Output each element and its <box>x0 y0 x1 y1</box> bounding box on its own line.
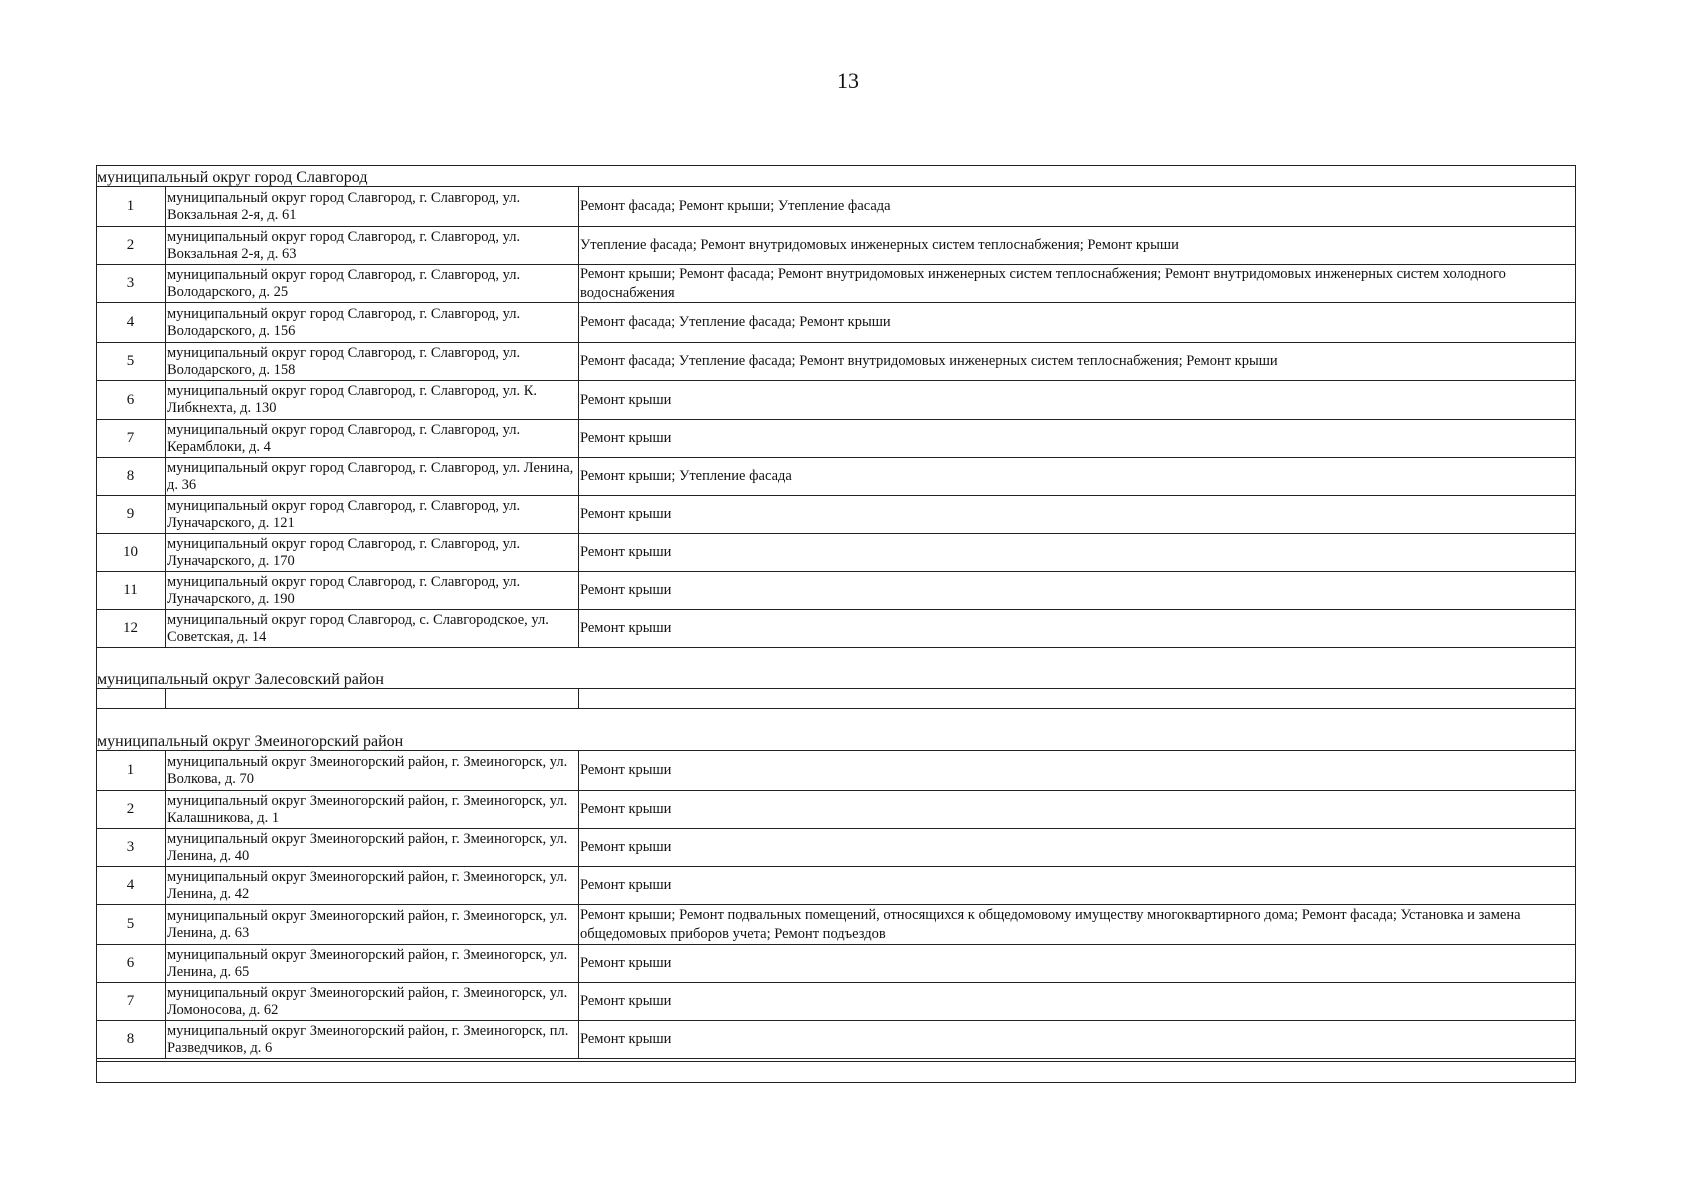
row-number: 9 <box>96 496 166 533</box>
table-row <box>96 420 1576 458</box>
row-number: 3 <box>96 265 166 302</box>
table-row <box>96 265 1576 303</box>
row-address: муниципальный округ город Славгород, г. Славгород, ул. Вокзальная 2-я, д. 61 <box>166 187 579 226</box>
row-works: Ремонт крыши <box>580 877 672 893</box>
row-number: 2 <box>96 227 166 264</box>
table-row <box>96 610 1576 648</box>
section-title-zmeinogorsky: муниципальный округ Змеиногорский район <box>96 734 1576 751</box>
row-works: Ремонт крыши <box>580 839 672 855</box>
row-works: Ремонт крыши <box>580 955 672 971</box>
row-address: муниципальный округ город Славгород, г. Славгород, ул. Володарского, д. 156 <box>166 303 579 342</box>
row-address: муниципальный округ Змеиногорский район, г. Змеиногорск, ул. Ленина, д. 40 <box>166 829 579 866</box>
row-number: 6 <box>96 381 166 419</box>
row-address: муниципальный округ Змеиногорский район, г. Змеиногорск, пл. Разведчиков, д. 6 <box>166 1021 579 1058</box>
row-address: муниципальный округ город Славгород, г. Славгород, ул. Луначарского, д. 190 <box>166 572 579 609</box>
table-row <box>96 751 1576 791</box>
table-row <box>96 303 1576 343</box>
row-address: муниципальный округ Змеиногорский район, г. Змеиногорск, ул. Ленина, д. 65 <box>166 945 579 982</box>
table-row <box>96 534 1576 572</box>
row-address: муниципальный округ Змеиногорский район, г. Змеиногорск, ул. Волкова, д. 70 <box>166 751 579 790</box>
row-number: 4 <box>96 303 166 342</box>
row-number: 10 <box>96 534 166 571</box>
row-address: муниципальный округ город Славгород, г. Славгород, ул. Володарского, д. 25 <box>166 265 579 302</box>
row-number: 6 <box>96 945 166 982</box>
row-works: Ремонт крыши <box>580 391 672 408</box>
row-number: 7 <box>96 420 166 457</box>
table-row <box>96 689 1576 709</box>
table-row <box>96 945 1576 983</box>
row-number: 5 <box>96 905 166 944</box>
row-address: муниципальный округ город Славгород, г. Славгород, ул. Луначарского, д. 170 <box>166 534 579 571</box>
row-works <box>579 689 1576 708</box>
row-number: 4 <box>96 867 166 904</box>
row-works: Ремонт крыши <box>580 993 672 1009</box>
row-number: 11 <box>96 572 166 609</box>
row-works: Ремонт крыши <box>580 430 672 446</box>
row-number: 1 <box>96 187 166 226</box>
row-address: муниципальный округ город Славгород, г. Славгород, ул. К. Либкнехта, д. 130 <box>166 381 579 419</box>
row-address: муниципальный округ Змеиногорский район, г. Змеиногорск, ул. Калашникова, д. 1 <box>166 791 579 828</box>
section-title-zalesovsky: муниципальный округ Залесовский район <box>96 672 1576 689</box>
table-row <box>96 572 1576 610</box>
table-row <box>96 829 1576 867</box>
table-row <box>96 905 1576 945</box>
table-row <box>96 187 1576 227</box>
row-works: Ремонт крыши; Ремонт фасада; Ремонт внутридомовых инженерных систем теплоснабжения; Ремонт внутридомовых инженерных систем холодного водоснабжения <box>580 265 1506 301</box>
table-row <box>96 791 1576 829</box>
table-row <box>96 227 1576 265</box>
row-works: Ремонт крыши <box>580 582 672 598</box>
row-works: Ремонт крыши; Утепление фасада <box>580 468 792 484</box>
row-works: Ремонт фасада; Утепление фасада; Ремонт внутридомовых инженерных систем теплоснабжения; Ремонт крыши <box>580 353 1278 369</box>
row-number: 2 <box>96 791 166 828</box>
row-number: 3 <box>96 829 166 866</box>
row-address: муниципальный округ Змеиногорский район, г. Змеиногорск, ул. Ломоносова, д. 62 <box>166 983 579 1020</box>
row-number: 7 <box>96 983 166 1020</box>
row-address: муниципальный округ город Славгород, г. Славгород, ул. Вокзальная 2-я, д. 63 <box>166 227 579 264</box>
row-works: Ремонт крыши <box>580 801 672 817</box>
row-address: муниципальный округ город Славгород, с. Славгородское, ул. Советская, д. 14 <box>166 610 579 647</box>
row-address: муниципальный округ город Славгород, г. Славгород, ул. Володарского, д. 158 <box>166 343 579 380</box>
table-divider <box>96 1061 1576 1062</box>
section-title-slavgorod: муниципальный округ город Славгород <box>96 170 1576 187</box>
row-number: 8 <box>96 458 166 495</box>
row-number: 8 <box>96 1021 166 1058</box>
table-row <box>96 983 1576 1021</box>
row-works: Ремонт крыши <box>580 620 672 636</box>
row-works: Ремонт крыши; Ремонт подвальных помещений, относящихся к общедомовому имуществу многоквартирного дома; Ремонт фасада; Установка и замена общедомовых приборов учета; Ремонт подъездов <box>580 906 1521 942</box>
table-row <box>96 867 1576 905</box>
row-number: 5 <box>96 343 166 380</box>
row-address: муниципальный округ город Славгород, г. Славгород, ул. Керамблоки, д. 4 <box>166 420 579 457</box>
row-works: Ремонт крыши <box>580 506 672 522</box>
row-works: Ремонт крыши <box>580 1031 672 1047</box>
table-row <box>96 496 1576 534</box>
table-row <box>96 381 1576 420</box>
table-row <box>96 1021 1576 1059</box>
row-works: Ремонт крыши <box>580 762 672 778</box>
table-row <box>96 343 1576 381</box>
row-address: муниципальный округ город Славгород, г. Славгород, ул. Ленина, д. 36 <box>166 458 579 495</box>
row-number: 1 <box>96 751 166 790</box>
row-address <box>166 689 579 708</box>
row-number: 12 <box>96 610 166 647</box>
row-address: муниципальный округ Змеиногорский район, г. Змеиногорск, ул. Ленина, д. 63 <box>166 905 579 944</box>
row-number <box>96 689 166 708</box>
page-number: 13 <box>837 68 859 93</box>
row-works: Ремонт крыши <box>580 544 672 560</box>
row-address: муниципальный округ город Славгород, г. Славгород, ул. Луначарского, д. 121 <box>166 496 579 533</box>
row-works: Ремонт фасада; Ремонт крыши; Утепление фасада <box>580 198 891 214</box>
row-address: муниципальный округ Змеиногорский район, г. Змеиногорск, ул. Ленина, д. 42 <box>166 867 579 904</box>
table-row <box>96 458 1576 496</box>
row-works: Утепление фасада; Ремонт внутридомовых инженерных систем теплоснабжения; Ремонт крыши <box>580 237 1179 253</box>
row-works: Ремонт фасада; Утепление фасада; Ремонт крыши <box>580 314 891 330</box>
